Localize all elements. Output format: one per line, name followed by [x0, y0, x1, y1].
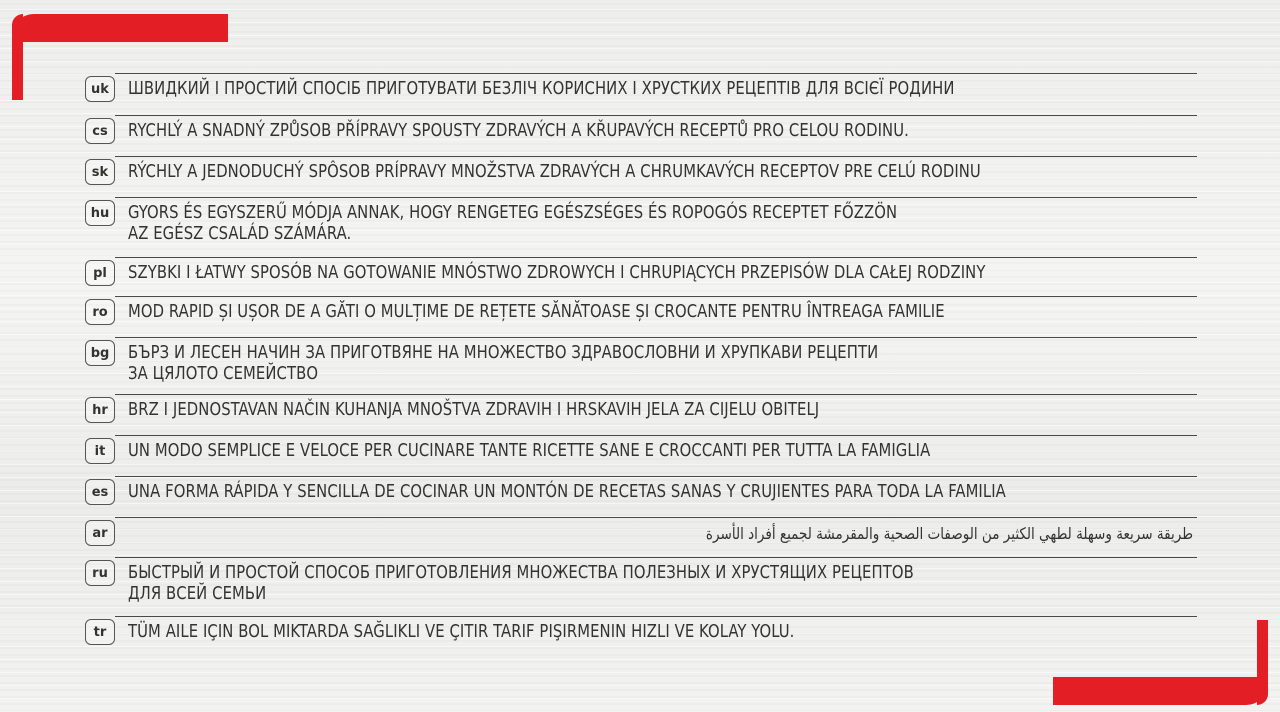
- slogan-text: UN MODO SEMPLICE E VELOCE PER CUCINARE TANTE RICETTE SANE E CROCCANTI PER TUTTA LA FAMIGLIA: [128, 441, 931, 461]
- language-code-badge: tr: [85, 619, 115, 645]
- corner-bracket-top-left: [12, 14, 228, 42]
- language-code-badge: uk: [85, 76, 115, 102]
- slogan-text: БЫСТРЫЙ И ПРОСТОЙ СПОСОБ ПРИГОТОВЛЕНИЯ МНОЖЕСТВА ПОЛЕЗНЫХ И ХРУСТЯЩИХ РЕЦЕПТОВ ДЛЯ ВСЕЙ СЕМЬИ: [128, 563, 914, 604]
- language-code-badge: hr: [85, 397, 115, 423]
- slogan-text: RÝCHLY A JEDNODUCHÝ SPÔSOB PRÍPRAVY MNOŽSTVA ZDRAVÝCH A CHRUMKAVÝCH RECEPTOV PRE CELÚ RODINU: [128, 162, 981, 182]
- slogan-text: GYORS ÉS EGYSZERŰ MÓDJA ANNAK, HOGY RENGETEG EGÉSZSÉGES ÉS ROPOGÓS RECEPTET FŐZZÖN AZ EGÉSZ CSALÁD SZÁMÁRA.: [128, 203, 898, 244]
- language-code-badge: pl: [85, 260, 115, 286]
- language-code-badge: bg: [85, 340, 115, 366]
- row-divider: [115, 394, 1197, 395]
- row-divider: [115, 73, 1197, 74]
- row-divider: [115, 257, 1197, 258]
- row-divider: [115, 296, 1197, 297]
- language-code-badge: it: [85, 438, 115, 464]
- slogan-text: BRZ I JEDNOSTAVAN NAČIN KUHANJA MNOŠTVA ZDRAVIH I HRSKAVIH JELA ZA CIJELU OBITELJ: [128, 400, 820, 420]
- language-code-badge: es: [85, 479, 115, 505]
- slogan-text: طريقة سريعة وسهلة لطهي الكثير من الوصفات الصحية والمقرمشة لجميع أفراد الأسرة: [705, 524, 1193, 543]
- slogan-text: БЪРЗ И ЛЕСЕН НАЧИН ЗА ПРИГОТВЯНЕ НА МНОЖЕСТВО ЗДРАВОСЛОВНИ И ХРУПКАВИ РЕЦЕПТИ ЗА ЦЯЛОТО СЕМЕЙСТВО: [128, 343, 879, 384]
- language-code-badge: hu: [85, 200, 115, 226]
- row-divider: [115, 115, 1197, 116]
- slogan-text: RYCHLÝ A SNADNÝ ZPŮSOB PŘÍPRAVY SPOUSTY ZDRAVÝCH A KŘUPAVÝCH RECEPTŮ PRO CELOU RODINU.: [128, 121, 909, 141]
- language-code-badge: ar: [85, 520, 115, 546]
- row-divider: [115, 197, 1197, 198]
- slogan-text: UNA FORMA RÁPIDA Y SENCILLA DE COCINAR UN MONTÓN DE RECETAS SANAS Y CRUJIENTES PARA TODA LA FAMILIA: [128, 482, 1006, 502]
- corner-bracket-bottom-right: [1053, 677, 1268, 705]
- row-divider: [115, 517, 1197, 518]
- row-divider: [115, 156, 1197, 157]
- corner-bracket-bottom-right-vertical: [1257, 620, 1268, 705]
- row-divider: [115, 435, 1197, 436]
- corner-bracket-top-left-vertical: [12, 14, 23, 100]
- slogan-text: MOD RAPID ȘI UȘOR DE A GĂTI O MULȚIME DE REȚETE SĂNĂTOASE ȘI CROCANTE PENTRU ÎNTREAGA FAMILIE: [128, 302, 945, 322]
- row-divider: [115, 557, 1197, 558]
- row-divider: [115, 616, 1197, 617]
- language-code-badge: ru: [85, 560, 115, 586]
- slogan-text: SZYBKI I ŁATWY SPOSÓB NA GOTOWANIE MNÓSTWO ZDROWYCH I CHRUPIĄCYCH PRZEPISÓW DLA CAŁEJ RODZINY: [128, 263, 986, 283]
- slogan-text: TÜM AILE IÇIN BOL MIKTARDA SAĞLIKLI VE ÇITIR TARIF PIŞIRMENIN HIZLI VE KOLAY YOLU.: [128, 622, 795, 642]
- row-divider: [115, 476, 1197, 477]
- language-code-badge: cs: [85, 118, 115, 144]
- slogan-text: ШВИДКИЙ І ПРОСТИЙ СПОСІБ ПРИГОТУВАТИ БЕЗЛІЧ КОРИСНИХ І ХРУСТКИХ РЕЦЕПТІВ ДЛЯ ВСІЄЇ РОДИНИ: [128, 79, 955, 99]
- row-divider: [115, 337, 1197, 338]
- language-code-badge: ro: [85, 299, 115, 325]
- language-code-badge: sk: [85, 159, 115, 185]
